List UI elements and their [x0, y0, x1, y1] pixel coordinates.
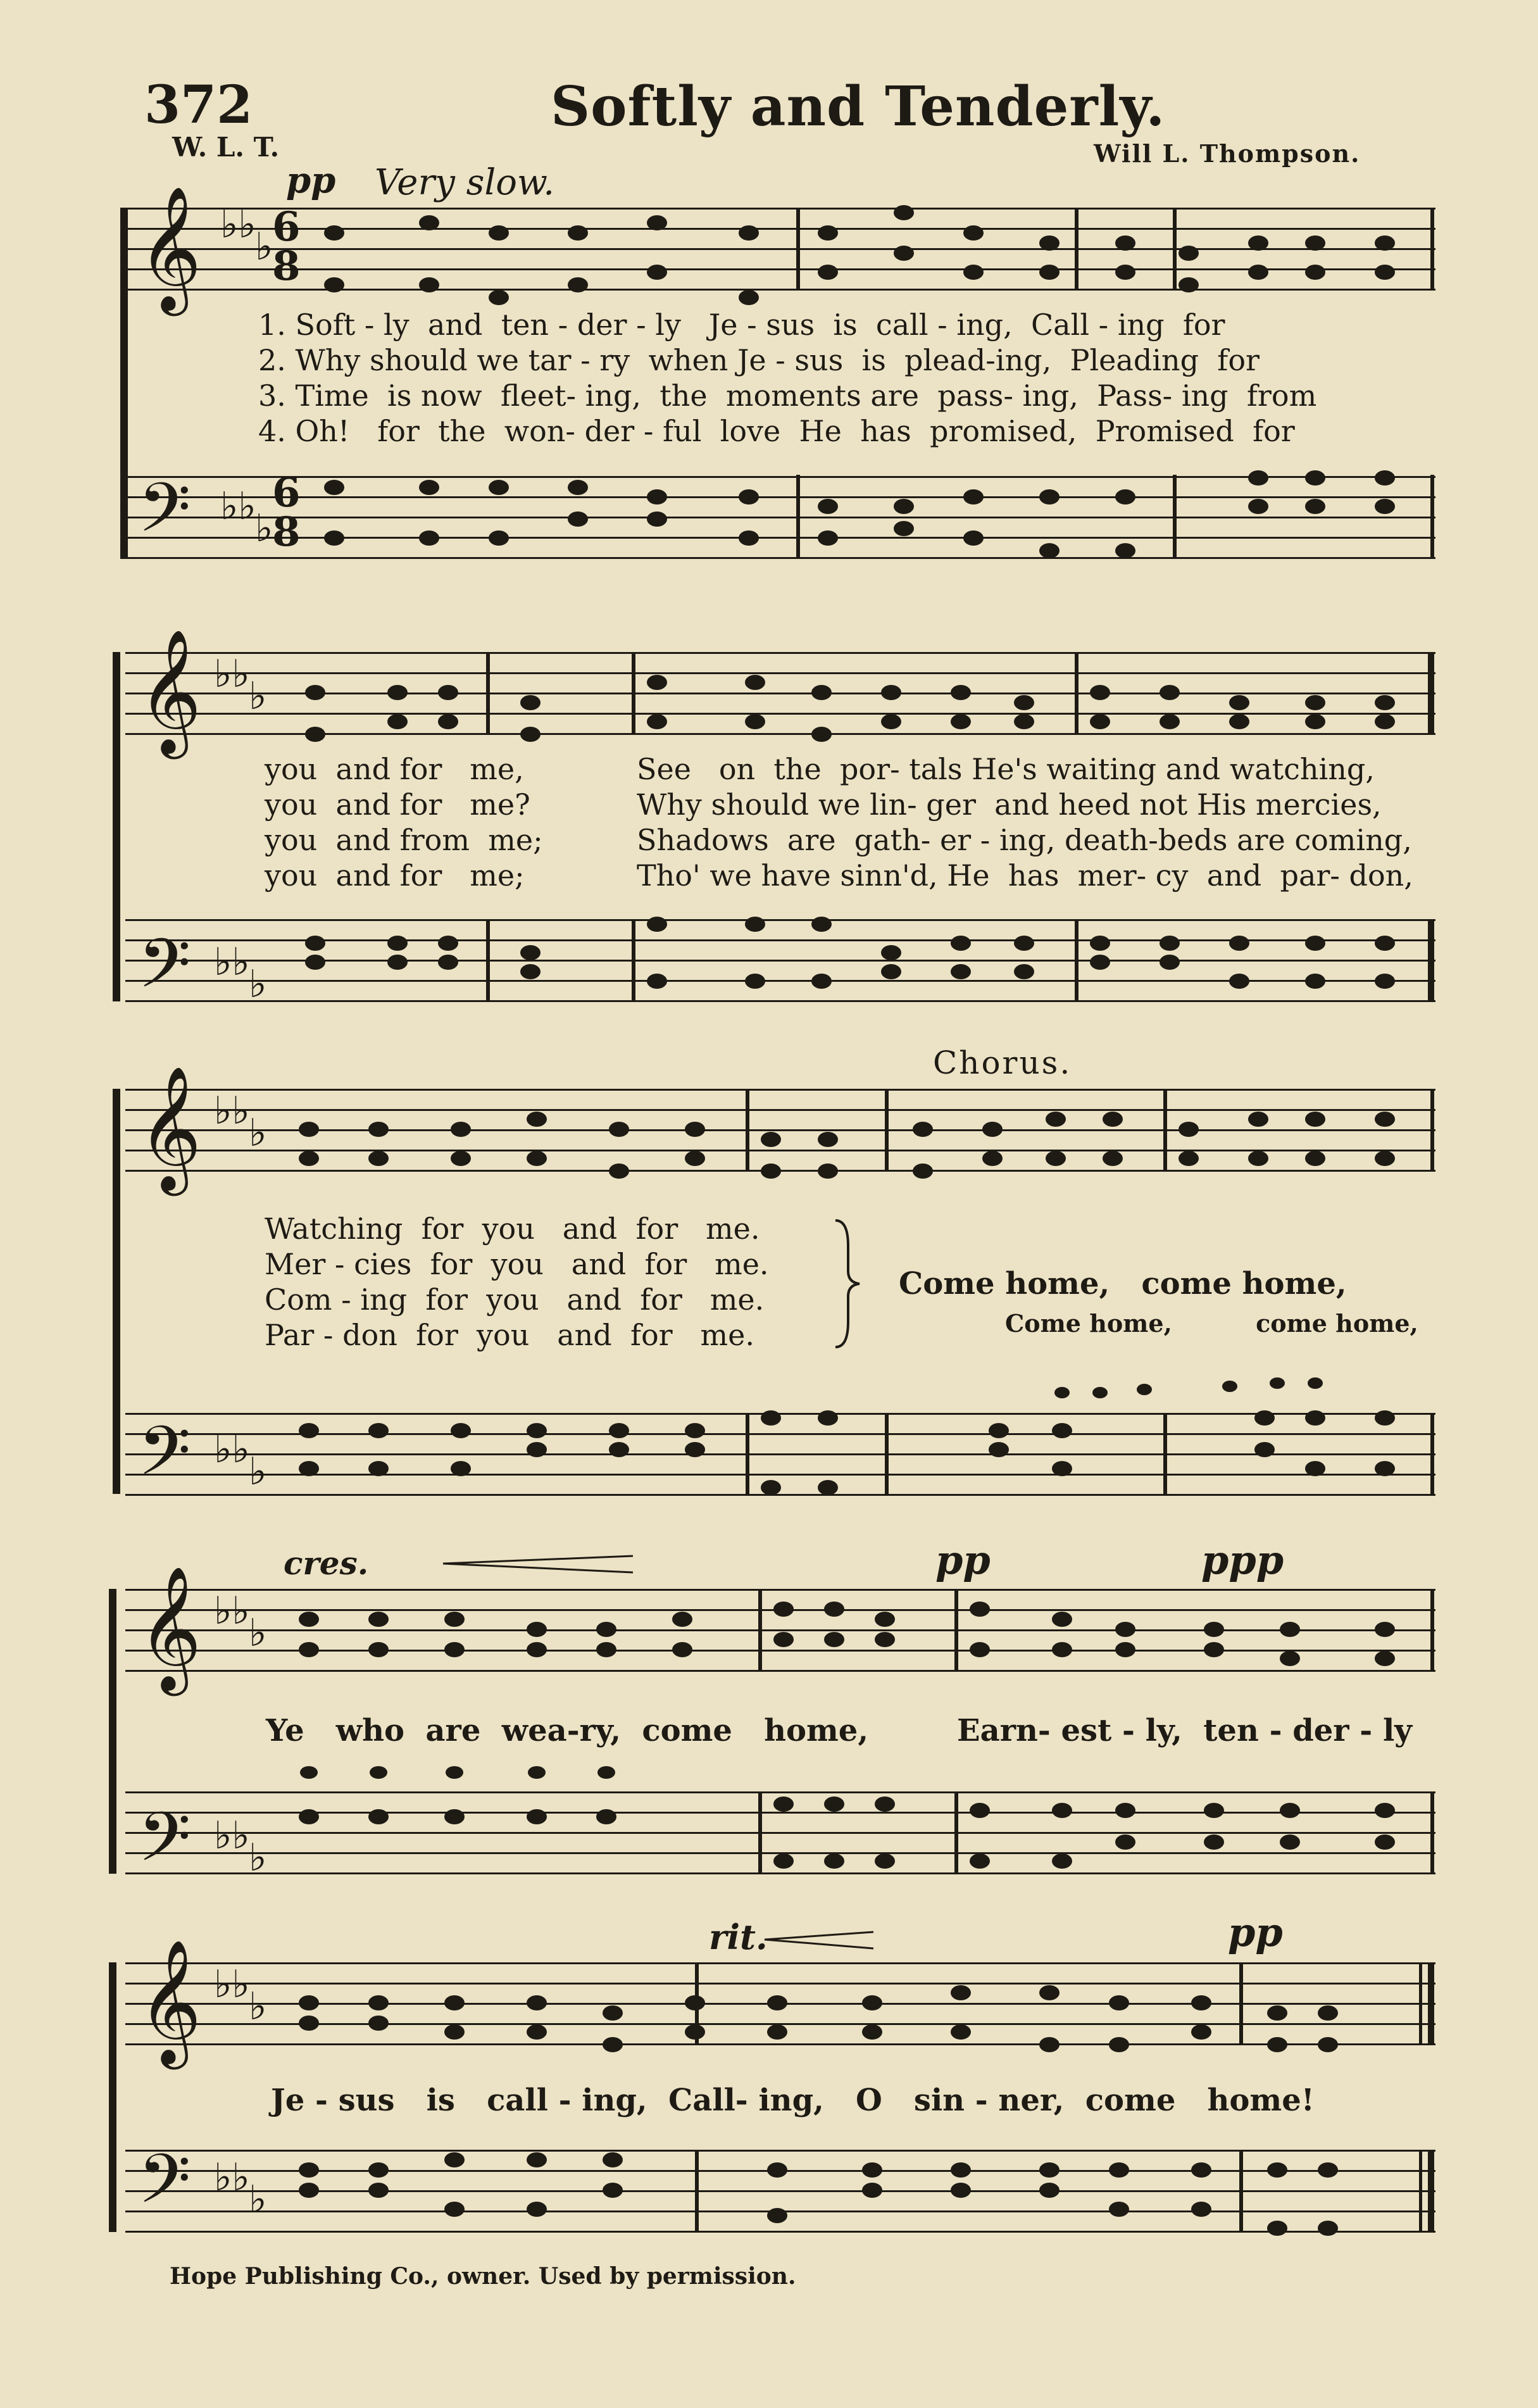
svg-text:8: 8	[272, 508, 301, 556]
rit-marking: rit.	[709, 1917, 768, 1957]
composer: Will L. Thompson.	[1094, 139, 1361, 168]
svg-text:♭♭: ♭♭	[214, 652, 250, 696]
chorus-line-5: Ye who are wea-ry, come home,	[266, 1713, 869, 1748]
svg-text:♭: ♭	[249, 1985, 267, 2029]
svg-text:𝄞: 𝄞	[138, 1565, 202, 1691]
svg-text:♭♭: ♭♭	[214, 2155, 250, 2200]
tempo-marking: Very slow.	[375, 162, 555, 203]
svg-text:𝄞: 𝄞	[138, 1939, 202, 2064]
svg-text:♭♭: ♭♭	[220, 203, 256, 247]
svg-text:𝄞: 𝄞	[138, 629, 202, 754]
svg-text:𝄢: 𝄢	[138, 468, 191, 564]
svg-text:♭: ♭	[249, 1836, 267, 1880]
chorus-come-home: Come home, come home,	[899, 1266, 1347, 1301]
copyright-footer: Hope Publishing Co., owner. Used by permission.	[170, 2263, 796, 2290]
svg-text:♭♭: ♭♭	[214, 1089, 250, 1133]
verse-2-line-1: 2. Why should we tar - ry when Je - sus is plead-ing, Pleading for	[258, 343, 1260, 377]
svg-text:𝄢: 𝄢	[138, 1797, 191, 1893]
chorus-label: Chorus.	[933, 1044, 1072, 1081]
page-number: 372	[144, 75, 253, 135]
svg-text:♭♭: ♭♭	[214, 1427, 250, 1472]
svg-text:𝄢: 𝄢	[138, 1411, 191, 1507]
svg-text:♭: ♭	[249, 1450, 267, 1494]
system-bar	[109, 1589, 116, 1874]
svg-text:6: 6	[272, 203, 301, 251]
verse-2-line-4: Mer - cies for you and for me.	[265, 1247, 769, 1281]
verse-2-line-3: Why should we lin- ger and heed not His mercies,	[637, 787, 1382, 822]
svg-text:♭: ♭	[249, 2178, 267, 2222]
svg-text:♭: ♭	[249, 962, 267, 1006]
verse-1-line-3: See on the por- tals He's waiting and watching,	[637, 752, 1375, 786]
svg-text:♭: ♭	[249, 1611, 267, 1655]
svg-text:𝄢: 𝄢	[138, 2139, 191, 2235]
verse-4-line-4: Par - don for you and for me.	[265, 1318, 755, 1352]
svg-text:6: 6	[272, 469, 301, 517]
verse-1-line-2: you and for me,	[265, 752, 524, 786]
dynamic-pp-chorus: pp	[935, 1537, 991, 1583]
verse-4-line-1: 4. Oh! for the won- der - ful love He has promised, Promised for	[258, 414, 1295, 448]
dynamic-pp: pp	[286, 160, 336, 201]
verse-3-line-3: Shadows are gath- er - ing, death-beds are coming,	[637, 823, 1412, 857]
svg-text:♭♭: ♭♭	[214, 1962, 250, 2007]
verse-brace	[829, 1214, 867, 1353]
svg-text:♭: ♭	[255, 506, 273, 551]
svg-text:𝄞: 𝄞	[138, 185, 202, 311]
svg-text:8: 8	[272, 242, 301, 290]
svg-text:♭: ♭	[249, 1111, 267, 1155]
svg-text:♭♭: ♭♭	[220, 484, 256, 529]
svg-text:𝄞: 𝄞	[138, 1065, 202, 1191]
author: W. L. T.	[172, 132, 280, 163]
verse-3-line-4: Com - ing for you and for me.	[265, 1282, 765, 1317]
svg-text:𝄢: 𝄢	[138, 924, 191, 1020]
chorus-line-6: Earn- est - ly, ten - der - ly	[957, 1713, 1413, 1748]
svg-text:♭♭: ♭♭	[214, 940, 250, 984]
cres-marking: cres.	[284, 1545, 369, 1582]
svg-text:♭: ♭	[255, 225, 273, 269]
system-bar	[113, 1089, 120, 1494]
dynamic-pp-final: pp	[1228, 1909, 1283, 1955]
verse-3-line-1: 3. Time is now fleet- ing, the moments are pass- ing, Pass- ing from	[258, 379, 1317, 413]
verse-1-line-4: Watching for you and for me.	[265, 1212, 760, 1246]
svg-text:♭♭: ♭♭	[214, 1589, 250, 1633]
verse-2-line-2: you and for me?	[265, 787, 530, 822]
chorus-come-home-bass: Come home, come home,	[1005, 1309, 1418, 1338]
verse-4-line-3: Tho' we have sinn'd, He has mer- cy and par- don,	[637, 858, 1413, 893]
svg-text:♭♭: ♭♭	[214, 1814, 250, 1858]
verse-4-line-2: you and for me;	[265, 858, 525, 893]
chorus-line-7: Je - sus is call - ing, Call- ing, O sin - ner, come home!	[271, 2083, 1315, 2118]
verse-1-line-1: 1. Soft - ly and ten - der - ly Je - sus is call - ing, Call - ing for	[258, 308, 1225, 342]
system-bar	[109, 1962, 116, 2232]
system-bar	[113, 652, 120, 1001]
verse-3-line-2: you and from me;	[265, 823, 543, 857]
hymn-title: Softly and Tenderly.	[551, 75, 1166, 139]
dynamic-ppp: ppp	[1201, 1537, 1284, 1583]
svg-text:♭: ♭	[249, 674, 267, 718]
